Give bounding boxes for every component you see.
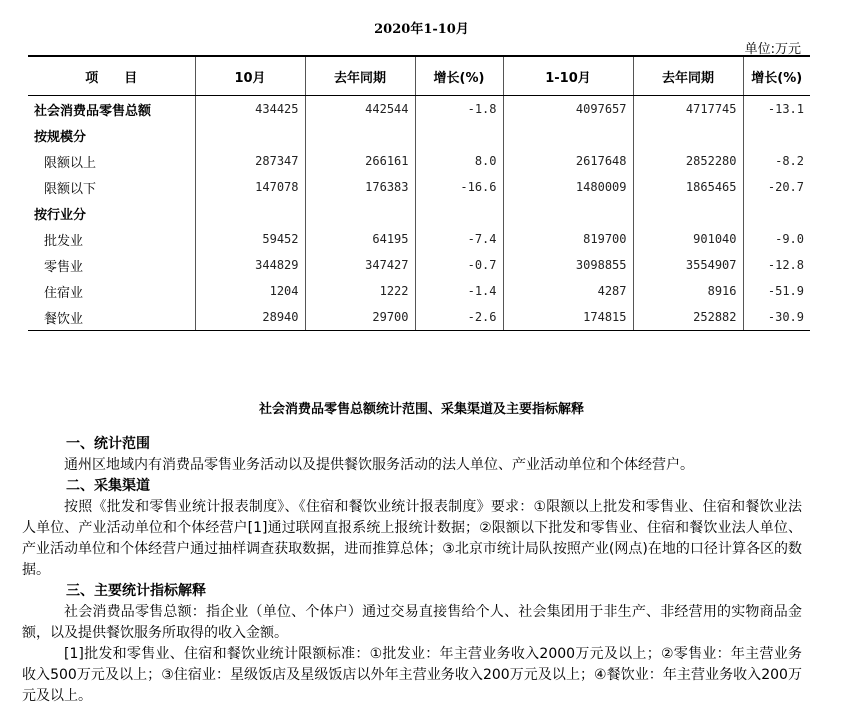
table-title: 2020年1-10月	[374, 22, 469, 37]
header-last-year: 去年同期	[305, 56, 415, 96]
table-cell	[195, 200, 305, 226]
row-label: 按行业分	[34, 207, 87, 223]
table-cell: 901040	[633, 226, 743, 252]
table-cell: -7.4	[415, 226, 503, 252]
section-heading: 二、采集渠道	[66, 478, 150, 494]
table-row	[28, 148, 810, 174]
header-growth: 增长(%)	[415, 56, 503, 96]
table-cell: -0.7	[415, 252, 503, 278]
header-item: 项 目	[28, 56, 195, 96]
table-cell: -51.9	[743, 278, 810, 304]
table-row	[28, 252, 810, 278]
table-cell: -30.9	[743, 304, 810, 331]
table-cell: 147078	[195, 174, 305, 200]
table-cell: 252882	[633, 304, 743, 331]
row-label: 住宿业	[44, 285, 84, 301]
table-cell	[743, 200, 810, 226]
notes-body	[22, 434, 802, 707]
row-label: 限额以上	[44, 155, 97, 171]
table-cell: 29700	[305, 304, 415, 331]
table-cell: 442544	[305, 96, 415, 123]
row-label: 批发业	[44, 233, 84, 249]
table-cell	[503, 122, 633, 148]
table-cell: 4097657	[503, 96, 633, 123]
table-cell	[633, 122, 743, 148]
row-label: 限额以下	[44, 181, 97, 197]
paragraph: 社会消费品零售总额：指企业（单位、个体户）通过交易直接售给个人、社会集团用于非生产、非经营用的实物商品金额，以及提供餐饮服务所取得的收入金额。	[22, 604, 802, 641]
table-cell: 344829	[195, 252, 305, 278]
header-ytd: 1-10月	[503, 56, 633, 96]
table-cell: -12.8	[743, 252, 810, 278]
table-cell: 64195	[305, 226, 415, 252]
table-cell: 8916	[633, 278, 743, 304]
table-row	[28, 200, 810, 226]
paragraph: [1]批发和零售业、住宿和餐饮业统计限额标准：①批发业：年主营业务收入2000万元及以上；②零售业：年主营业务收入500万元及以上；③住宿业：星级饭店及星级饭店以外年主营业务收入200万元及以上；④餐饮业：年主营业务收入200万元及以上。	[22, 646, 802, 704]
table-row	[28, 226, 810, 252]
header-month: 10月	[195, 56, 305, 96]
table-row	[28, 304, 810, 331]
row-label: 社会消费品零售总额	[34, 103, 152, 119]
paragraph: 通州区地域内有消费品零售业务活动以及提供餐饮服务活动的法人单位、产业活动单位和个体经营户。	[64, 457, 694, 473]
row-label: 餐饮业	[28, 304, 195, 331]
table-cell: 174815	[503, 304, 633, 331]
section-heading: 一、统计范围	[66, 436, 150, 452]
table-cell: 28940	[195, 304, 305, 331]
table-cell: 347427	[305, 252, 415, 278]
table-cell: 59452	[195, 226, 305, 252]
table-cell: 266161	[305, 148, 415, 174]
table-cell: 1222	[305, 278, 415, 304]
table-cell	[195, 122, 305, 148]
table-cell: -1.8	[415, 96, 503, 123]
unit-label: 单位:万元	[744, 42, 801, 57]
section-heading: 三、主要统计指标解释	[66, 583, 206, 599]
table-cell: -9.0	[743, 226, 810, 252]
table-cell: 4717745	[633, 96, 743, 123]
retail-sales-table	[28, 55, 810, 331]
table-cell	[305, 122, 415, 148]
table-cell	[305, 200, 415, 226]
paragraph: 按照《批发和零售业统计报表制度》、《住宿和餐饮业统计报表制度》要求：①限额以上批发和零售业、住宿和餐饮业法人单位、产业活动单位和个体经营户[1]通过联网直报系统上报统计数据；②限额以下批发和零售业、住宿和餐饮业法人单位、产业活动单位和个体经营户通过抽样调查获取数据，进而推算总体；③北京市统计局队按照产业(网点)在地的口径计算各区的数据。	[22, 499, 802, 578]
table-cell: 2617648	[503, 148, 633, 174]
table-cell: 8.0	[415, 148, 503, 174]
header-ytd-growth: 增长(%)	[743, 56, 810, 96]
table-cell: 2852280	[633, 148, 743, 174]
table-cell: 434425	[195, 96, 305, 123]
table-cell: -16.6	[415, 174, 503, 200]
table-cell	[503, 200, 633, 226]
table-row	[28, 278, 810, 304]
table-cell	[415, 122, 503, 148]
row-label: 零售业	[44, 259, 84, 275]
header-ytd-last-year: 去年同期	[633, 56, 743, 96]
table-cell: 3554907	[633, 252, 743, 278]
table-row	[28, 122, 810, 148]
table-cell: 819700	[503, 226, 633, 252]
table-cell: 176383	[305, 174, 415, 200]
row-label: 按规模分	[34, 129, 87, 145]
table-cell: -2.6	[415, 304, 503, 331]
table-row	[28, 174, 810, 200]
table-cell: -8.2	[743, 148, 810, 174]
table-cell: 4287	[503, 278, 633, 304]
table-cell: -20.7	[743, 174, 810, 200]
table-cell	[633, 200, 743, 226]
table-cell: 1865465	[633, 174, 743, 200]
table-cell	[415, 200, 503, 226]
table-cell: -1.4	[415, 278, 503, 304]
table-cell: 287347	[195, 148, 305, 174]
table-cell: -13.1	[743, 96, 810, 123]
table-header-row	[28, 56, 810, 96]
table-cell	[743, 122, 810, 148]
notes-title: 社会消费品零售总额统计范围、采集渠道及主要指标解释	[258, 402, 584, 417]
table-cell: 1480009	[503, 174, 633, 200]
table-row	[28, 96, 810, 123]
table-cell: 3098855	[503, 252, 633, 278]
table-cell: 1204	[195, 278, 305, 304]
